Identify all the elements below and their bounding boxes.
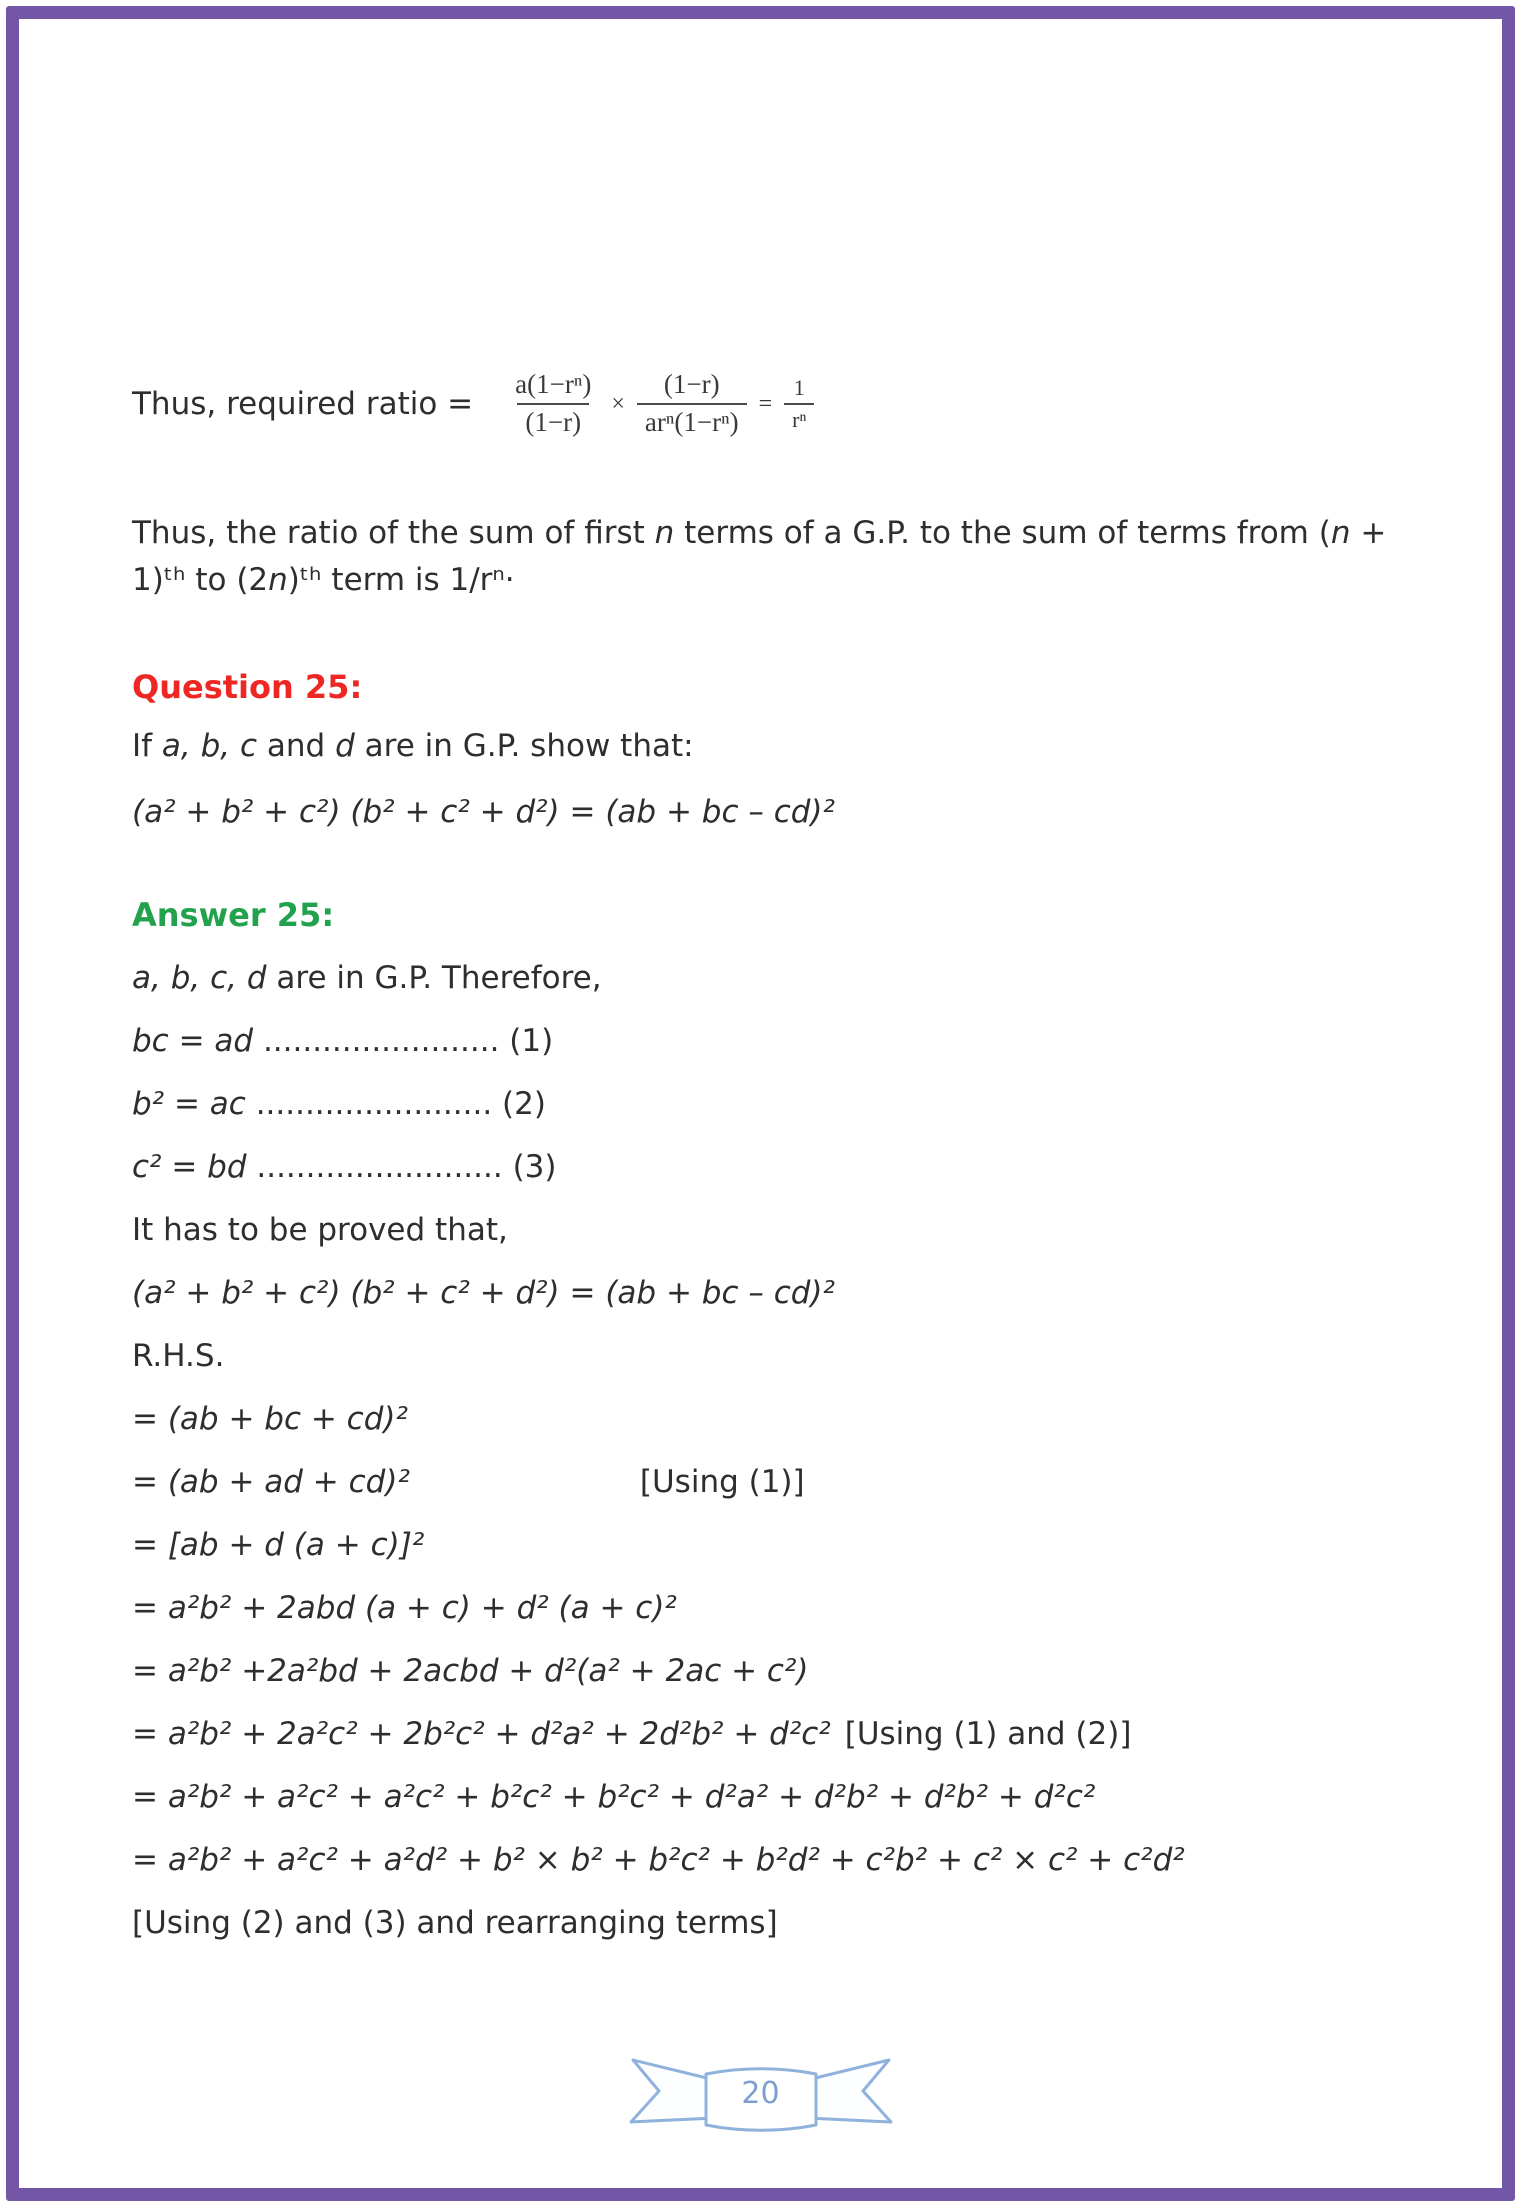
conclusion-paragraph: Thus, the ratio of the sum of first n terms of a G.P. to the sum of terms from (n + 1)ᵗʰ to (2n)ᵗʰ term is 1/rⁿ· bbox=[132, 515, 1387, 598]
rhs-step-3-equation: = [ab + d (a + c)]² bbox=[132, 1527, 425, 1563]
fraction-3 bbox=[784, 376, 814, 432]
fraction-2-numerator: (1−r) bbox=[663, 369, 720, 400]
equals-sign: = bbox=[758, 390, 773, 417]
rhs-step-8-equation: = a²b² + a²c² + a²d² + b² × b² + b²c² + b²d² + c²b² + c² × c² + c²d² bbox=[132, 1842, 1185, 1878]
relation-3: c² = bd ......................... (3) bbox=[132, 1149, 557, 1185]
rhs-step-4 bbox=[132, 1590, 1403, 1626]
rhs-step-1 bbox=[132, 1401, 1403, 1437]
rhs-step-3 bbox=[132, 1527, 1403, 1563]
rhs-step-4-equation: = a²b² + 2abd (a + c) + d² (a + c)² bbox=[132, 1590, 677, 1626]
question-heading: Question 25: bbox=[132, 668, 363, 706]
question-prompt: If a, b, c and d are in G.P. show that: bbox=[132, 728, 694, 764]
rhs-step-6-equation: = a²b² + 2a²c² + 2b²c² + d²a² + 2d²b² + d²c² bbox=[132, 1716, 831, 1752]
relation-2: b² = ac ........................ (2) bbox=[132, 1086, 546, 1122]
rhs-step-5-equation: = a²b² +2a²bd + 2acbd + d²(a² + 2ac + c²) bbox=[132, 1653, 809, 1689]
rhs-step-6-note: [Using (1) and (2)] bbox=[844, 1716, 1132, 1752]
relation-1: bc = ad ........................ (1) bbox=[132, 1023, 554, 1059]
fraction-3-denominator: rⁿ bbox=[784, 403, 814, 432]
fraction-1 bbox=[507, 370, 599, 437]
rhs-step-2-note: [Using (1)] bbox=[639, 1464, 805, 1500]
fraction-1-numerator: a(1−rⁿ) bbox=[515, 369, 592, 400]
final-note: [Using (2) and (3) and rearranging terms] bbox=[132, 1905, 778, 1941]
rhs-label: R.H.S. bbox=[132, 1338, 225, 1374]
ratio-line bbox=[132, 352, 1403, 456]
rhs-step-2 bbox=[132, 1464, 1403, 1500]
fraction-1-denominator: (1−r) bbox=[517, 403, 589, 438]
fraction-2 bbox=[637, 370, 747, 437]
rhs-step-5 bbox=[132, 1653, 1403, 1689]
rhs-step-1-equation: = (ab + bc + cd)² bbox=[132, 1401, 408, 1437]
rhs-step-7 bbox=[132, 1779, 1403, 1815]
rhs-step-8 bbox=[132, 1842, 1403, 1878]
page-number-ribbon bbox=[611, 2046, 911, 2141]
given-line: a, b, c, d are in G.P. Therefore, bbox=[132, 960, 602, 996]
rhs-step-6 bbox=[132, 1716, 1403, 1752]
question-equation: (a² + b² + c²) (b² + c² + d²) = (ab + bc – cd)² bbox=[132, 794, 835, 830]
ratio-formula bbox=[507, 370, 814, 437]
page-number: 20 bbox=[741, 2076, 780, 2111]
ratio-label: Thus, required ratio = bbox=[132, 386, 474, 422]
rhs-step-2-equation: = (ab + ad + cd)² bbox=[132, 1464, 410, 1500]
rhs-step-7-equation: = a²b² + a²c² + a²c² + b²c² + b²c² + d²a² + d²b² + d²b² + d²c² bbox=[132, 1779, 1096, 1815]
fraction-3-numerator: 1 bbox=[793, 374, 805, 400]
to-prove-equation: (a² + b² + c²) (b² + c² + d²) = (ab + bc – cd)² bbox=[132, 1275, 835, 1311]
multiply-sign: × bbox=[611, 390, 625, 417]
page-content bbox=[132, 352, 1403, 1968]
to-prove-label: It has to be proved that, bbox=[132, 1212, 508, 1248]
answer-heading: Answer 25: bbox=[132, 896, 335, 934]
fraction-2-denominator: arⁿ(1−rⁿ) bbox=[637, 403, 747, 438]
